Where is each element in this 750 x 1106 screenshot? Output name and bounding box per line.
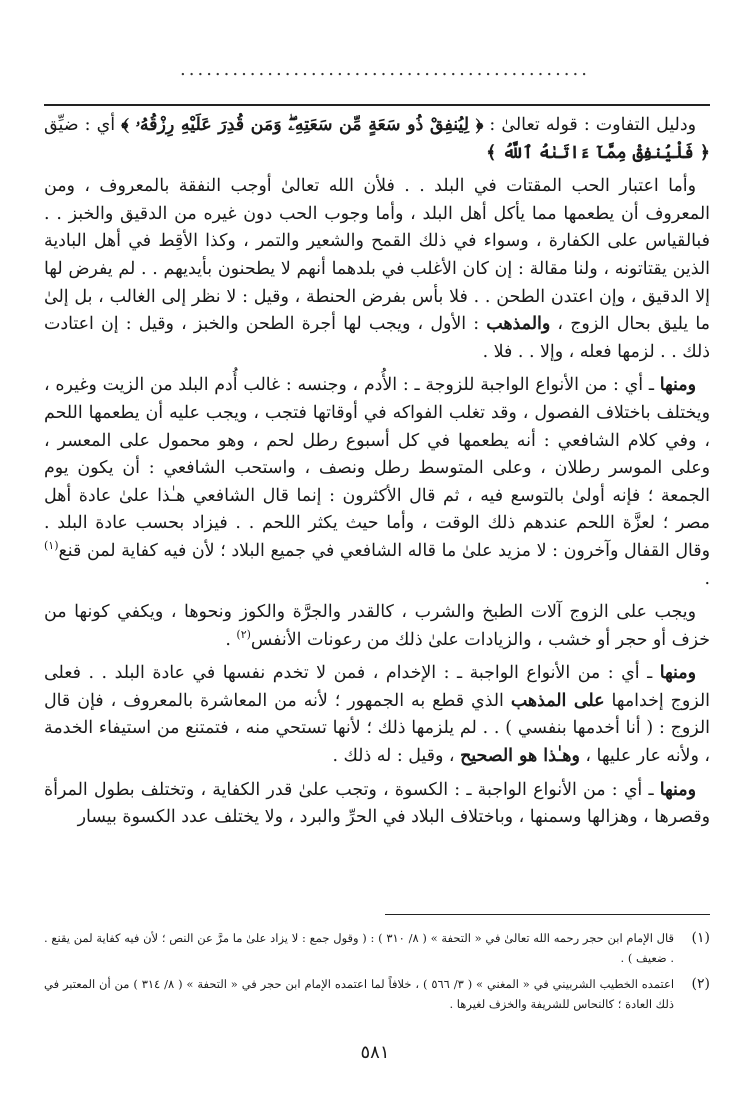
paragraph-clothing (44, 777, 710, 832)
paragraph-text: ـ أي : من الأنواع الواجبة للزوجة ـ : الأُدم ، وجنسه : غالب أُدم البلد من الزيت وغيره ، ويختلف باختلاف الفصول ، وقد تغلب الفواكه في أوقاتها فتجب ، ويجب عليه أن يطعمها اللحم ، وفي كلام الشافعي : أنه يطعمها في كل أسبوع رطل لحم ، وهو محمول على المعسر ، وعلى الموسر رطلان ، وعلى المتوسط رطل ونصف ، واستحب الشافعي : أن يكون يوم الجمعة ؛ فإنه أولىٰ بالتوسع فيه ، ثم قال الأكثرون : إنما قال الشافعي هـٰذا علىٰ عادة أهل مصر ؛ لعزَّة اللحم عندهم ذلك الوقت ، وأما حيث يكثر اللحم . . فيزاد بحسب عادة البلد . وقال القفال وآخرون : لا مزيد علىٰ ما قاله الشافعي في جميع البلاد ؛ لأن فيه كفاية لمن قنع (44, 375, 710, 561)
footnote-text: اعتمده الخطيب الشربيني في « المغني » ( ٣/ ٥٦٦ ) ، خلافاً لما اعتمده الإمام ابن حجر في « التحفة » ( ٨/ ٣١٤ ) من أن المعتبر في ذلك العادة ؛ كالنحاس للشريفة والخزف لغيرها . (44, 977, 675, 1011)
footnote (44, 974, 710, 1014)
footnote-ref[interactable]: (١) (44, 539, 59, 553)
paragraph-text: : الأول ، ويجب لها أجرة الطحن والخبز ، وقيل : إن اعتادت ذلك . . لزمها فعله ، وإلا . . فلا . (44, 314, 710, 362)
paragraph-text: ويجب على الزوج آلات الطبخ والشرب ، كالقدر والجرَّة والكوز ونحوها ، ويكفي كونها من خزف أو حجر أو خشب ، والزيادات علىٰ ذلك من رعونات الأنفس (44, 602, 710, 650)
paragraph-text: أي : ضيِّق (44, 115, 122, 135)
footnote-text: قال الإمام ابن حجر رحمه الله تعالىٰ في « التحفة » ( ٨/ ٣١٠ ) : ( وقول جمع : لا يزاد علىٰ ما مرَّ عن النص ؛ لأن فيه كفاية لمن يقنع . . ضعيف ) . (44, 931, 675, 965)
top-rule (44, 104, 710, 106)
footnote-ref[interactable]: (٢) (236, 627, 251, 641)
paragraph-utensils (44, 599, 710, 654)
bold-term: على المذهب (510, 690, 605, 711)
paragraph-text: ، وقيل : له ذلك . (332, 746, 461, 767)
page-number: ٥٨١ (360, 1042, 390, 1063)
main-text (44, 112, 710, 838)
paragraph-condiment (44, 372, 710, 593)
bold-term: ومنها (659, 663, 696, 684)
quran-verse: ﴿ لِيُنفِقْ ذُو سَعَةٍ مِّن سَعَتِهِۦۖ وَمَن قُدِرَ عَلَيْهِ رِزْقُهُۥ ﴾ (121, 115, 484, 135)
footnote-number: (٢) (691, 976, 710, 992)
footnote (44, 928, 710, 968)
footnote-number: (١) (691, 930, 710, 946)
bold-term: والمذهب (486, 314, 551, 335)
bold-term: وهـٰذا هو الصحيح (460, 746, 580, 767)
paragraph-text: ودليل التفاوت : قوله تعالىٰ : (483, 115, 697, 135)
paragraph-evidence (44, 112, 710, 167)
quran-verse: ﴿ فَلْيُنفِقْ مِمَّآ ءَاتَىٰهُ ٱللَّهُ ﴾ (486, 142, 710, 163)
paragraph-grain (44, 173, 710, 366)
bold-term: ومنها (659, 375, 696, 396)
paragraph-text: وأما اعتبار الحب المقتات في البلد . . فلأن الله تعالىٰ أوجب النفقة بالمعروف ، ومن المعروف أن يطعمها مما يأكل أهل البلد ، وأما وجوب الحب دون غيره من الدقيق والخبز . . فبالقياس على الكفارة ، وسواء في ذلك القمح والشعير والتمر ، وكذا الأقِط في أهل البادية الذين يقتاتونه ، ولنا مقالة : إن كان الأغلب في بلدهما أنهم لا يطحنون بأيديهم . . لم يفرض لها إلا الدقيق ، وإن اعتدن الطحن . . فلا بأس بفرض الحنطة ، وقيل : لا نظر إلى الغالب ، بل إلىٰ ما يليق بحال الزوج ، (44, 176, 710, 335)
paragraph-text: . (704, 568, 710, 589)
paragraph-text: . (225, 629, 237, 650)
paragraph-text: الذي قطع به الجمهور ؛ لأنه من المعاشرة بالمعروف ، فإن قال الزوج : ( أنا أخدمها بنفسي ) . . لم يلزمها ذلك ؛ لأنها تستحي منه ، فتمتنع من استيفاء الخدمة ، ولأنه عار عليها ، (44, 690, 710, 767)
footnote-rule (385, 914, 710, 915)
paragraph-text: ـ أي : من الأنواع الواجبة ـ : الإخدام ، فمن لا تخدم نفسها في عادة البلد . . فعلى الزوج إخدامها (44, 663, 711, 711)
bold-term: ومنها (659, 779, 696, 800)
paragraph-text: ـ أي : من الأنواع الواجبة ـ : الكسوة ، وتجب علىٰ قدر الكفاية ، وتختلف بطول المرأة وقصرها ، وهزالها وسمنها ، وباختلاف البلاد في الحرِّ والبرد ، ولا يختلف عدد الكسوة بيسار (44, 779, 710, 828)
paragraph-service (44, 660, 710, 770)
footnotes (44, 928, 710, 1020)
dotted-separator: ............................................... (180, 60, 590, 80)
